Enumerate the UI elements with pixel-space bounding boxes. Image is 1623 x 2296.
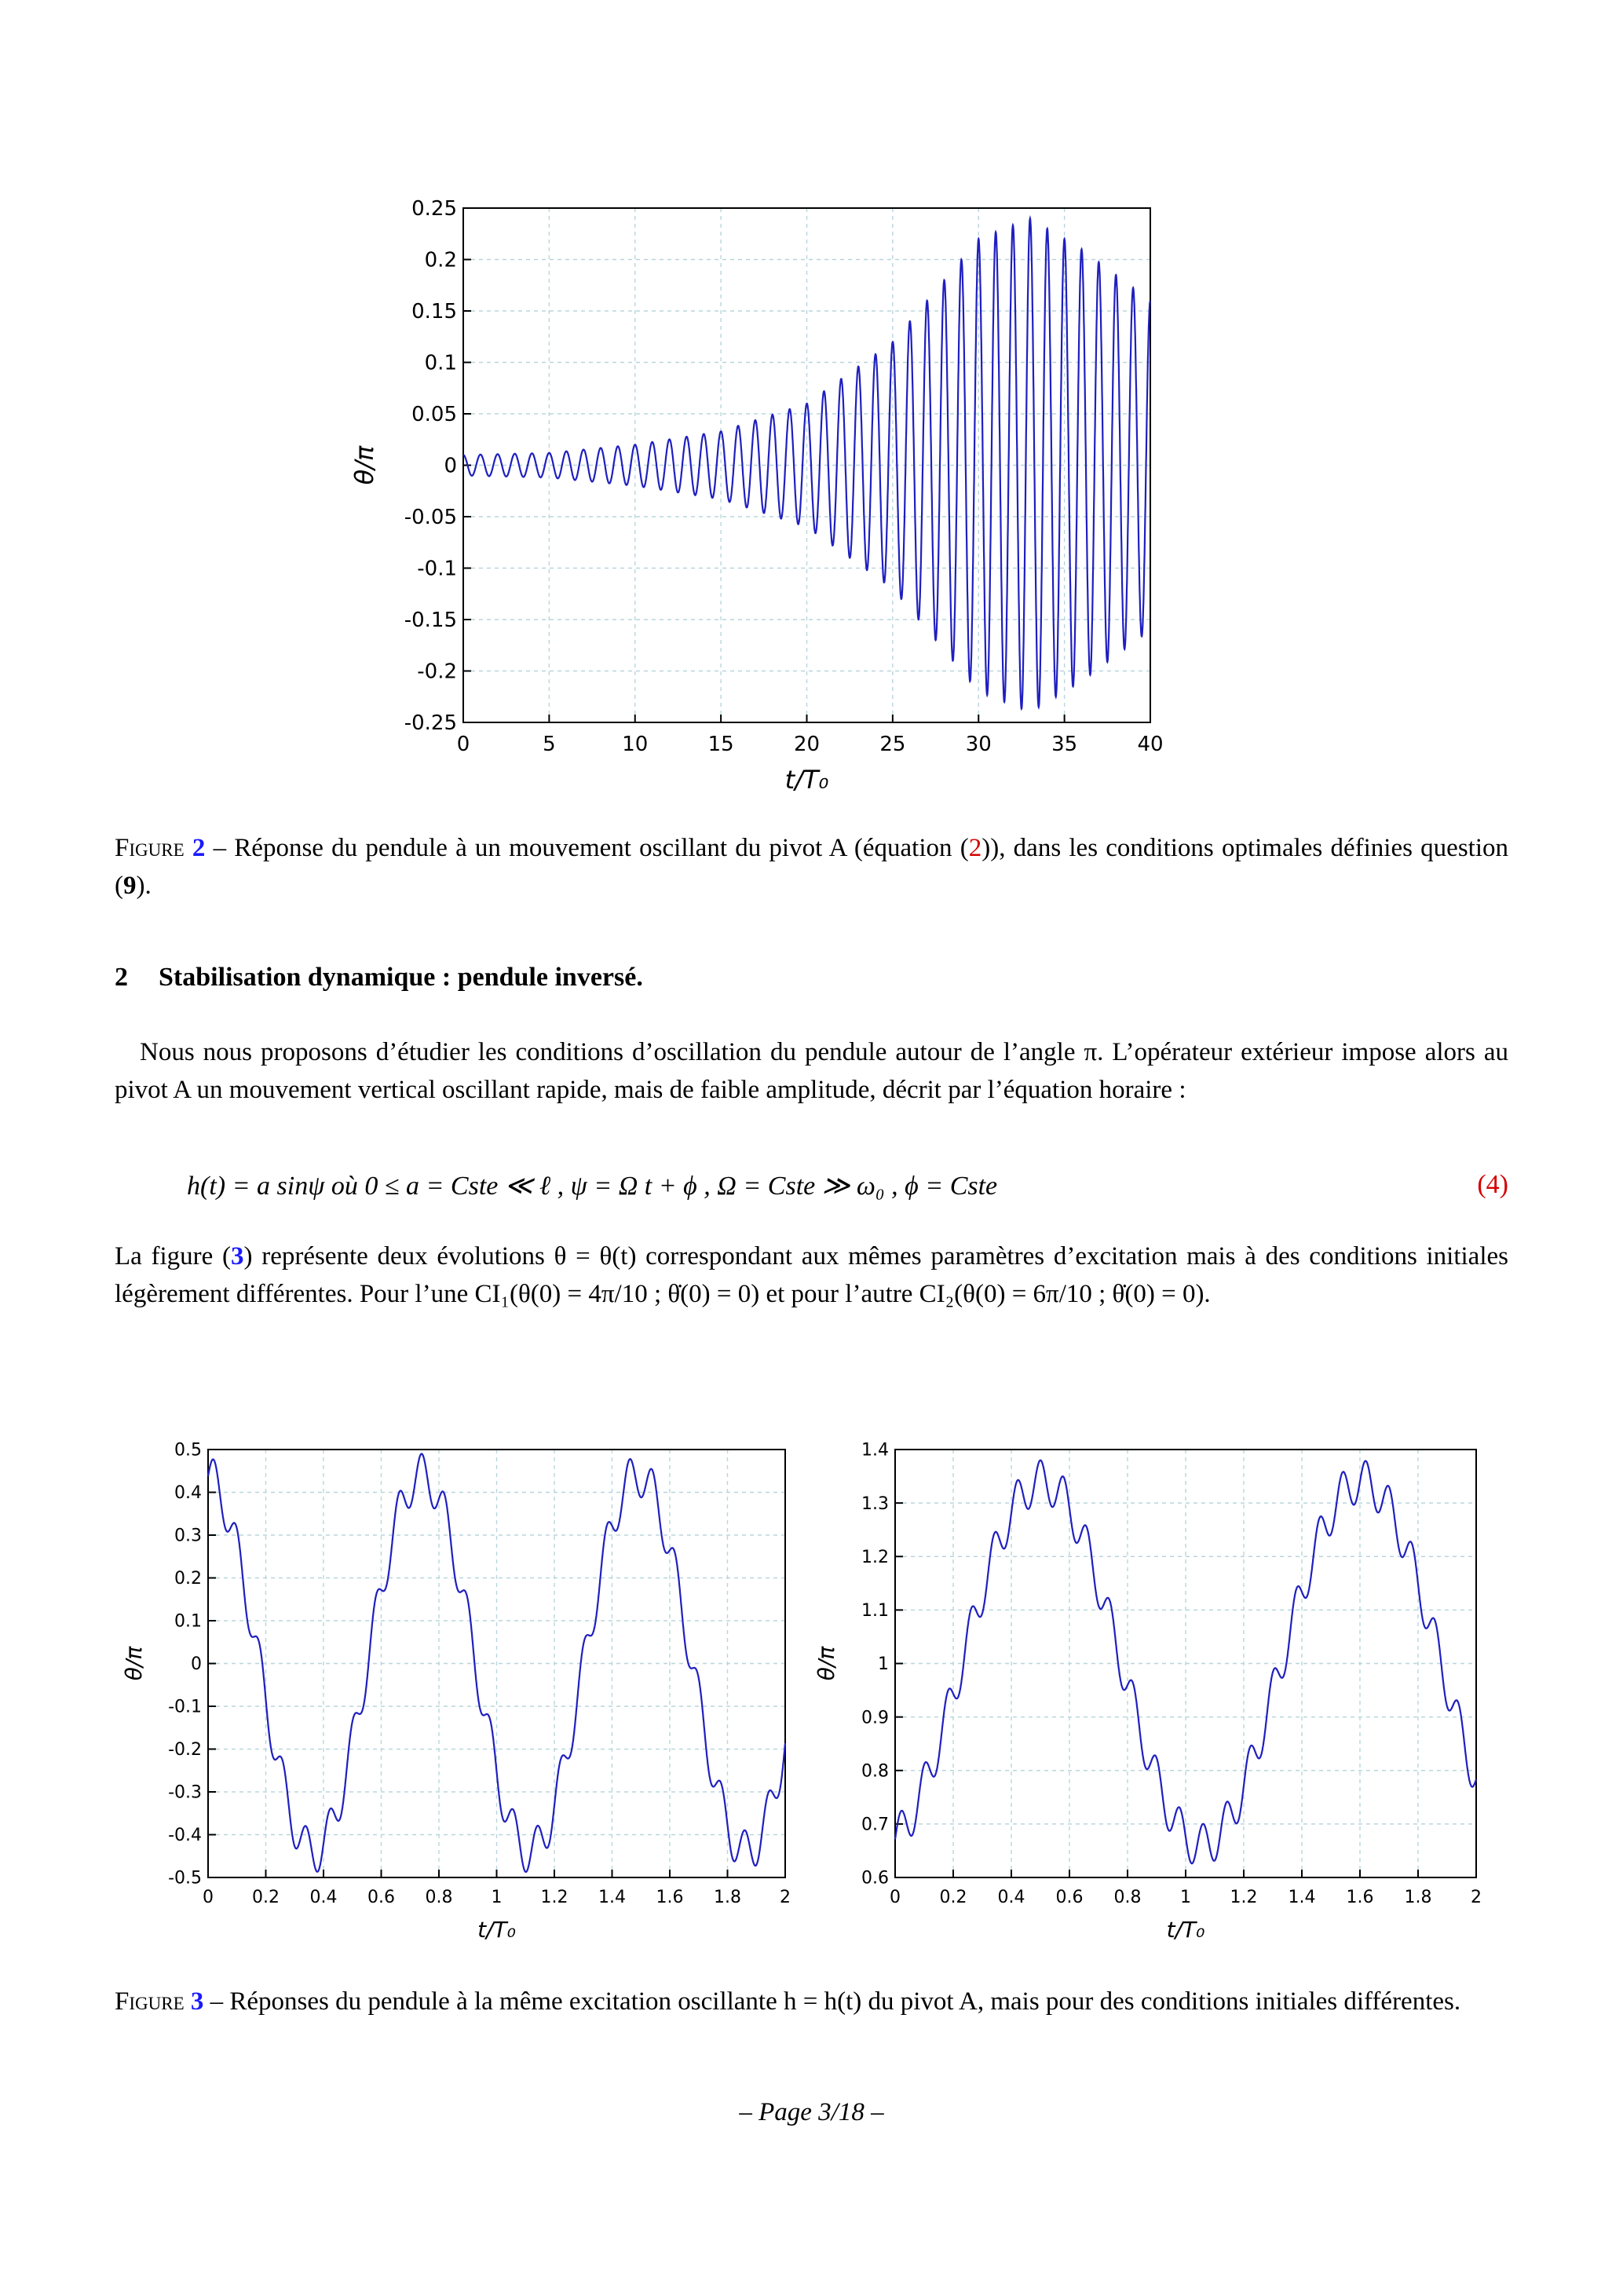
equation-number: (4) (1477, 1170, 1508, 1199)
y-tick-label: 0.5 (174, 1440, 202, 1461)
x-tick-label: 0.2 (939, 1888, 967, 1907)
x-tick-label: 0.8 (1113, 1888, 1142, 1907)
y-tick-label: 0.25 (411, 197, 457, 221)
y-tick-label: -0.1 (168, 1697, 202, 1717)
y-tick-label: 0.2 (174, 1569, 202, 1589)
figure-3-ref-link[interactable]: 3 (231, 1242, 244, 1270)
x-tick-label: 20 (793, 733, 821, 756)
figure-3-left-chart (118, 1440, 809, 1966)
y-tick-label: 0.9 (861, 1708, 889, 1728)
y-tick-label: -0.2 (168, 1740, 202, 1760)
paragraph-figure-3 (115, 1238, 1508, 1313)
x-tick-label: 1.4 (598, 1888, 626, 1907)
x-tick-label: 1.4 (1288, 1888, 1316, 1907)
figure-2-number[interactable]: 2 (192, 834, 206, 862)
figure-3-number[interactable]: 3 (190, 1987, 204, 2016)
equation-ref-link[interactable]: 2 (968, 834, 982, 862)
x-tick-label: 1.8 (714, 1888, 741, 1907)
x-axis-label: t/T₀ (1166, 1917, 1205, 1943)
figure-2-caption-text-b: )), dans les conditions optimales définies question ( (115, 834, 1509, 900)
section-heading (115, 963, 643, 993)
x-tick-label: 35 (1051, 733, 1078, 756)
x-tick-label: 2 (1471, 1888, 1482, 1907)
x-tick-label: 0.6 (1055, 1888, 1084, 1907)
y-tick-label: 0.1 (174, 1611, 202, 1632)
x-tick-label: 1.6 (656, 1888, 684, 1907)
y-tick-label: -0.2 (417, 660, 457, 684)
x-tick-label: 10 (622, 733, 649, 756)
y-tick-label: 1.1 (861, 1601, 889, 1621)
y-tick-label: 0.6 (861, 1868, 889, 1888)
x-tick-label: 5 (543, 733, 556, 756)
x-tick-label: 40 (1137, 733, 1164, 756)
grid-lines (895, 1450, 1476, 1877)
x-tick-label: 0 (203, 1888, 214, 1907)
x-tick-label: 0 (456, 733, 470, 756)
x-tick-label: 1.2 (1230, 1888, 1258, 1907)
y-tick-label: 0.8 (861, 1761, 889, 1782)
y-tick-label: 0.3 (174, 1526, 202, 1546)
section-number: 2 (115, 963, 128, 992)
x-axis-label: t/T₀ (477, 1917, 516, 1943)
equation-text: h(t) = a sinψ où 0 ≤ a = Cste ≪ ℓ , ψ = Ω t + ϕ , Ω = Cste ≫ ω₀ , ϕ = Cste (187, 1172, 998, 1201)
question-ref: 9 (123, 872, 137, 900)
y-tick-label: 0 (444, 454, 457, 478)
x-tick-label: 0.4 (309, 1888, 338, 1907)
y-axis-label: θ/π (813, 1646, 839, 1681)
y-tick-label: 1.2 (861, 1547, 889, 1567)
x-tick-label: 15 (707, 733, 734, 756)
x-tick-label: 30 (965, 733, 992, 756)
y-tick-label: 0.2 (424, 248, 457, 272)
x-tick-label: 1.2 (540, 1888, 568, 1907)
x-tick-label: 2 (780, 1888, 791, 1907)
grid-lines (463, 208, 1150, 722)
x-tick-label: 0.8 (425, 1888, 453, 1907)
x-tick-label: 0.2 (252, 1888, 280, 1907)
x-tick-label: 0 (890, 1888, 901, 1907)
figure-2-caption (115, 829, 1508, 905)
y-tick-label: 1 (878, 1654, 889, 1675)
figure-3-right-chart (809, 1440, 1500, 1966)
x-tick-label: 25 (879, 733, 906, 756)
x-tick-label: 1.6 (1346, 1888, 1374, 1907)
y-tick-label: -0.15 (404, 609, 457, 633)
y-axis-label: θ/π (121, 1646, 147, 1681)
figure-3-label: Figure (115, 1987, 185, 2016)
x-tick-label: 0.6 (367, 1888, 395, 1907)
section-title: Stabilisation dynamique : pendule inversé. (159, 963, 643, 992)
y-tick-label: 1.3 (861, 1493, 889, 1514)
y-tick-label: -0.1 (417, 557, 457, 581)
paragraph-intro: Nous nous proposons d’étudier les conditions d’oscillation du pendule autour de l’angle π. L’opérateur extérieur impose alors au pivot A un mouvement vertical oscillant rapide, mais de faible amplitude, décrit par l’équation horaire : (115, 1038, 1508, 1104)
figure-2-label: Figure (115, 834, 185, 862)
y-tick-label: -0.25 (404, 711, 457, 736)
figure-3-caption (115, 1983, 1508, 2020)
paragraph-2-text-b: ) représente deux évolutions θ = θ(t) correspondant aux mêmes paramètres d’excitation mais à des conditions initiales légèrement différentes. Pour l’une CI₁(θ(0) = 4π/10 ; θ̇(0) = 0) et pour l’autre CI₂(θ(0) = 6π/10 ; θ̇(0) = 0). (115, 1242, 1508, 1308)
equation-4 (187, 1170, 1508, 1201)
grid-lines (208, 1450, 785, 1877)
paragraph-2-text-a: La figure ( (115, 1242, 232, 1270)
y-tick-label: 0.4 (174, 1483, 202, 1504)
x-axis-label: t/T₀ (784, 765, 829, 795)
figure-2-chart (345, 196, 1193, 817)
y-tick-label: 0.15 (411, 300, 457, 324)
x-tick-label: 0.4 (997, 1888, 1025, 1907)
figure-2-caption-text-c: ). (136, 872, 152, 900)
y-tick-label: 0.1 (424, 351, 457, 375)
y-tick-label: -0.3 (168, 1782, 202, 1803)
page-footer: – Page 3/18 – (739, 2098, 884, 2126)
y-tick-label: 0.05 (411, 403, 457, 427)
y-tick-label: -0.5 (168, 1868, 202, 1888)
y-tick-label: 0.7 (861, 1815, 889, 1835)
x-tick-label: 1.8 (1404, 1888, 1432, 1907)
y-tick-label: -0.4 (168, 1826, 202, 1846)
figure-2-caption-text-a: – Réponse du pendule à un mouvement oscillant du pivot A (équation ( (205, 834, 969, 862)
y-axis-label: θ/π (349, 445, 379, 485)
y-tick-label: 0 (191, 1654, 202, 1675)
y-tick-label: 1.4 (861, 1440, 889, 1461)
y-tick-label: -0.05 (404, 506, 457, 530)
x-tick-label: 1 (491, 1888, 503, 1907)
figure-3-caption-text: – Réponses du pendule à la même excitation oscillante h = h(t) du pivot A, mais pour des conditions initiales différentes. (203, 1987, 1461, 2016)
x-tick-label: 1 (1180, 1888, 1191, 1907)
